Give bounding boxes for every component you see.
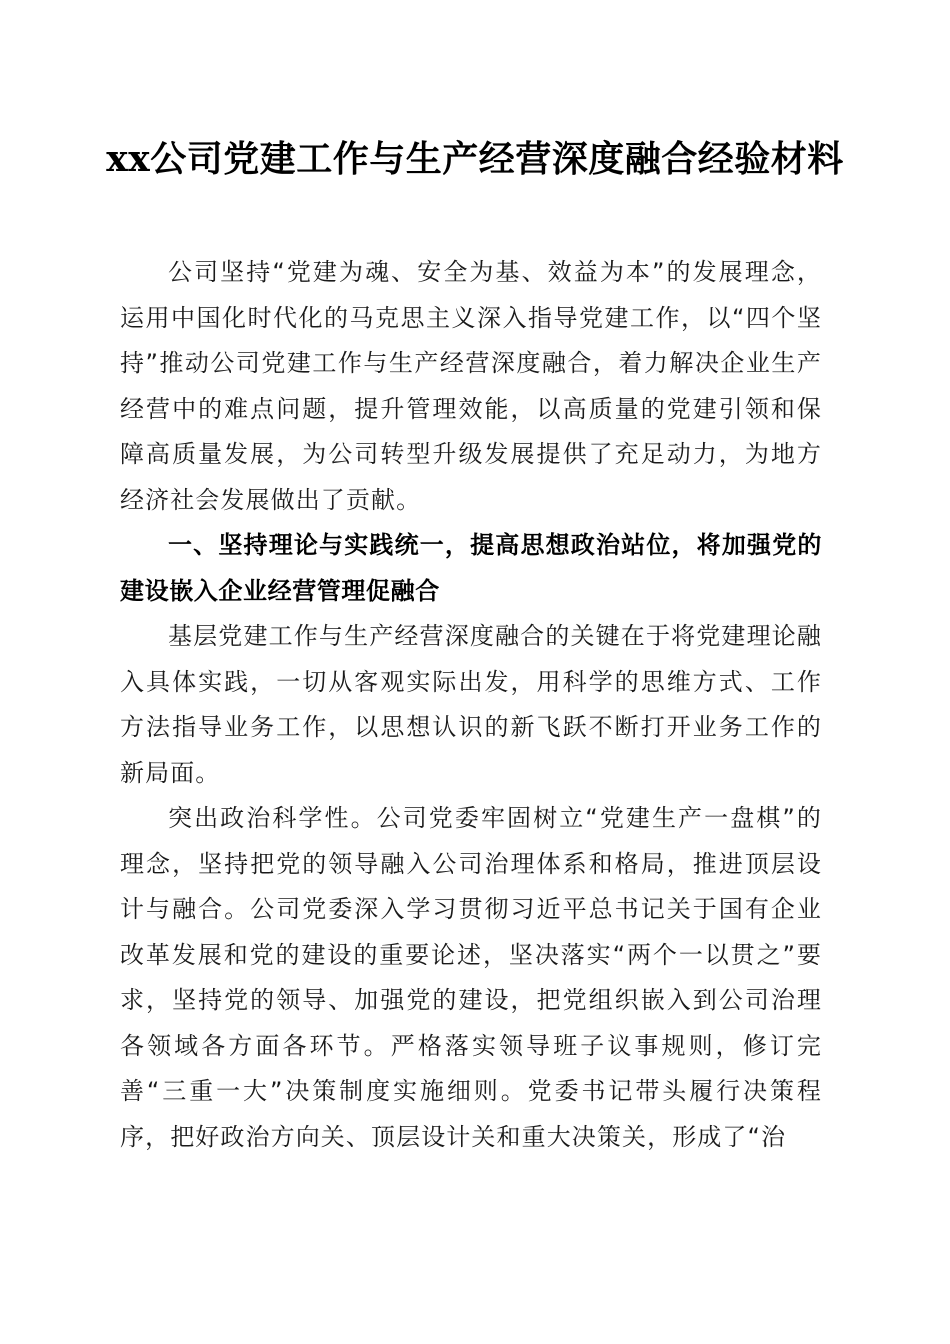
- political-science-paragraph: 突出政治科学性。公司党委牢固树立“党建生产一盘棋”的理念，坚持把党的领导融入公司治理体系和格局，推进顶层设计与融合。公司党委深入学习贯彻习近平总书记关于国有企业改革发展和党的建设的重要论述，坚决落实“两个一以贯之”要求，坚持党的领导、加强党的建设，把党组织嵌入到公司治理各领域各方面各环节。严格落实领导班子议事规则，修订完善“三重一大”决策制度实施细则。党委书记带头履行决策程序，把好政治方向关、顶层设计关和重大决策关，形成了“治: [120, 804, 822, 1151]
- document-body: [120, 250, 822, 1160]
- intro-paragraph: 公司坚持“党建为魂、安全为基、效益为本”的发展理念，运用中国化时代化的马克思主义深入指导党建工作，以“四个坚持”推动公司党建工作与生产经营深度融合，着力解决企业生产经营中的难点问题，提升管理效能，以高质量的党建引领和保障高质量发展，为公司转型升级发展提供了充足动力，为地方经济社会发展做出了贡献。: [120, 258, 822, 514]
- section-heading-1: 一、坚持理论与实践统一，提高思想政治站位，将加强党的建设嵌入企业经营管理促融合: [120, 531, 822, 605]
- document-title: xx公司党建工作与生产经营深度融合经验材料: [106, 138, 844, 180]
- section-1-paragraph: 基层党建工作与生产经营深度融合的关键在于将党建理论融入具体实践，一切从客观实际出发，用科学的思维方式、工作方法指导业务工作，以思想认识的新飞跃不断打开业务工作的新局面。: [120, 622, 822, 787]
